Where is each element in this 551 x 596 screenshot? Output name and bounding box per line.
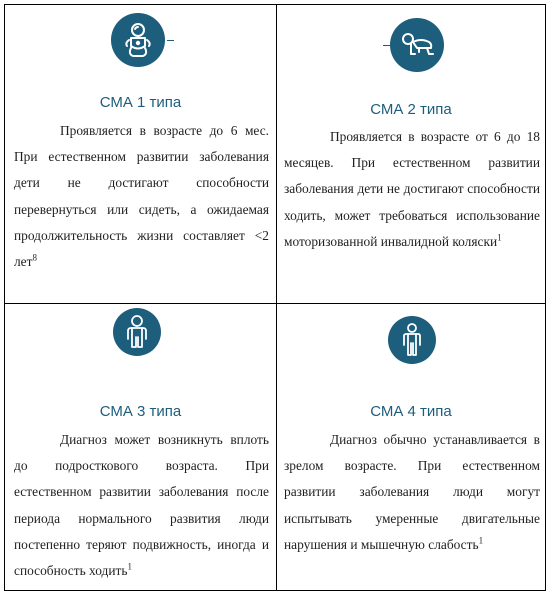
cell-title: СМА 1 типа <box>99 94 182 111</box>
cell-sma-type-2 <box>277 5 545 303</box>
cell-description <box>284 427 540 558</box>
sma-types-table <box>4 4 546 591</box>
icon-connector <box>167 40 174 41</box>
adult-icon <box>388 316 436 364</box>
cell-sma-type-4 <box>277 304 545 590</box>
footnote-ref: 1 <box>497 232 502 243</box>
description-text: Диагноз может возникнуть вплоть до подросткового возраста. При естественном развитии заболевания после периода нормального развития люди постепенно теряют подвижность, иногда и способность ходить <box>14 432 269 579</box>
cell-description <box>14 427 269 584</box>
description-text: Проявляется в возрасте до 6 мес. При естественном развитии заболевания дети не достигают способности перевернуться или сидеть, а ожидаемая продолжительность жизни составляет <2 лет <box>14 123 269 270</box>
cell-title: СМА 2 типа <box>370 101 452 118</box>
baby-icon <box>111 13 165 67</box>
footnote-ref: 1 <box>127 561 132 572</box>
icon-connector <box>383 45 390 46</box>
child-icon <box>113 308 161 356</box>
cell-sma-type-1 <box>5 5 276 303</box>
description-text: Проявляется в возрасте от 6 до 18 месяцев. При естественном развитии заболевания дети не достигают способности ходить, может требоваться использование моторизованной инвалидной коляски <box>284 129 540 249</box>
description-text: Диагноз обычно устанавливается в зрелом возрасте. При естественном развитии заболевания люди могут испытывать умеренные двигательные нарушения и мышечную слабость <box>284 432 540 552</box>
footnote-ref: 8 <box>32 252 37 263</box>
cell-sma-type-3 <box>5 304 276 590</box>
cell-title: СМА 3 типа <box>99 403 182 420</box>
crawling-baby-icon <box>390 18 444 72</box>
footnote-ref: 1 <box>478 535 484 546</box>
cell-title: СМА 4 типа <box>370 403 452 420</box>
cell-description <box>284 124 540 255</box>
cell-description <box>14 118 269 275</box>
